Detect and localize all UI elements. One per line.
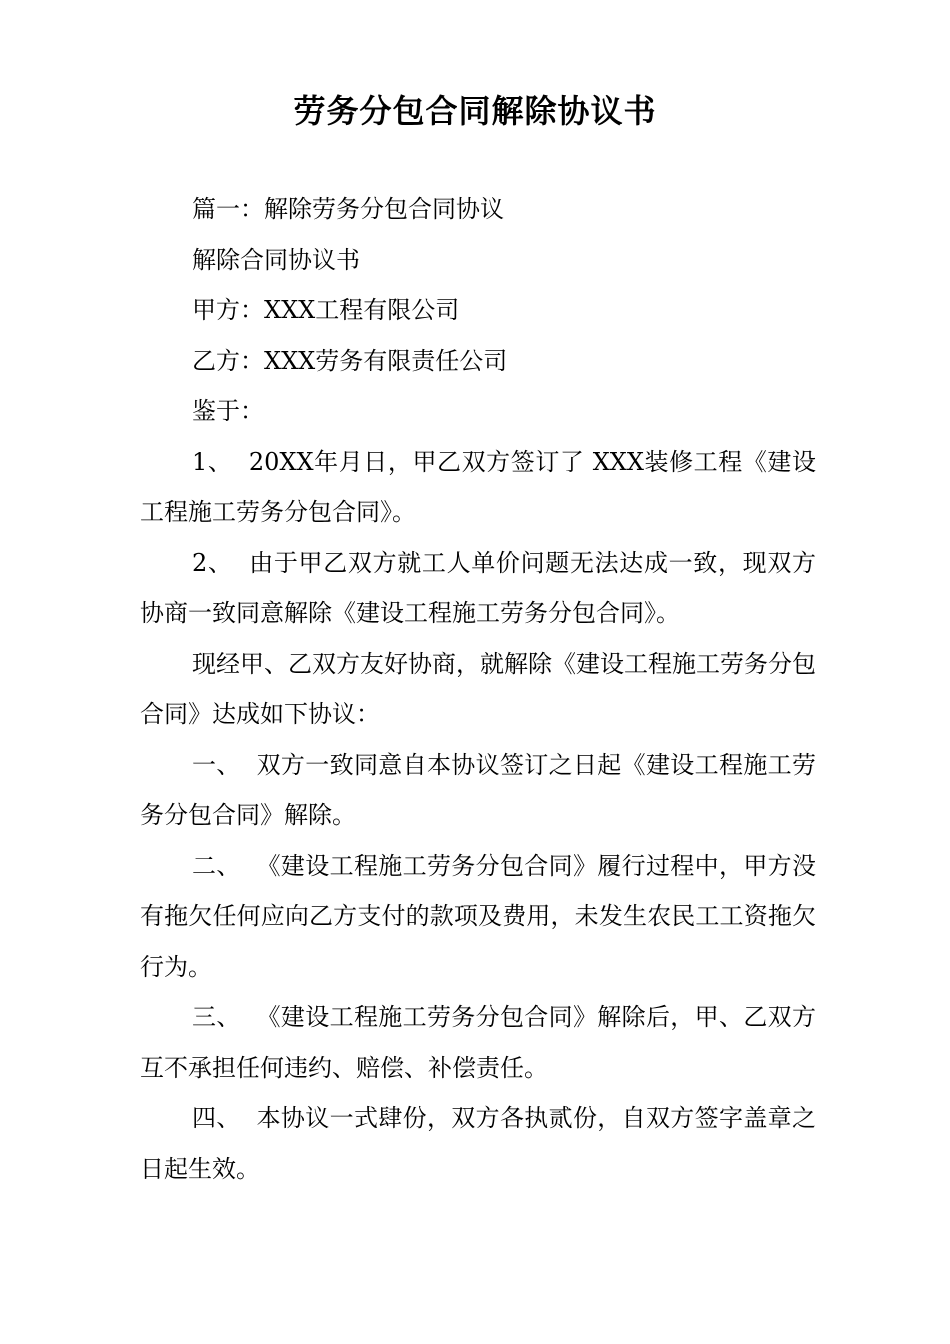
clause-3: 三、 《建设工程施工劳务分包合同》解除后，甲、乙双方互不承担任何违约、赔偿、补偿责任。	[140, 1003, 816, 1082]
agreement-subtitle: 解除合同协议书	[192, 245, 360, 274]
party-b: 乙方：XXX劳务有限责任公司	[192, 346, 508, 375]
document-title: 劳务分包合同解除协议书	[293, 92, 657, 130]
section-heading: 篇一：解除劳务分包合同协议	[192, 195, 504, 223]
document-body	[140, 184, 816, 1194]
recital-1: 1、 20XX年月日，甲乙双方签订了 XXX装修工程《建设工程施工劳务分包合同》。	[140, 447, 816, 526]
clause-2: 二、 《建设工程施工劳务分包合同》履行过程中，甲方没有拖欠任何应向乙方支付的款项及费用，未发生农民工工资拖欠行为。	[140, 851, 816, 981]
recital-2: 2、 由于甲乙双方就工人单价问题无法达成一致，现双方协商一致同意解除《建设工程施工劳务分包合同》。	[140, 548, 816, 627]
agreement-intro: 现经甲、乙双方友好协商，就解除《建设工程施工劳务分包合同》达成如下协议：	[140, 649, 816, 728]
clause-4: 四、 本协议一式肆份，双方各执贰份，自双方签字盖章之日起生效。	[140, 1104, 816, 1183]
clause-1: 一、 双方一致同意自本协议签订之日起《建设工程施工劳务分包合同》解除。	[140, 750, 816, 829]
party-a: 甲方：XXX工程有限公司	[192, 296, 460, 324]
whereas-label: 鉴于：	[192, 397, 264, 425]
